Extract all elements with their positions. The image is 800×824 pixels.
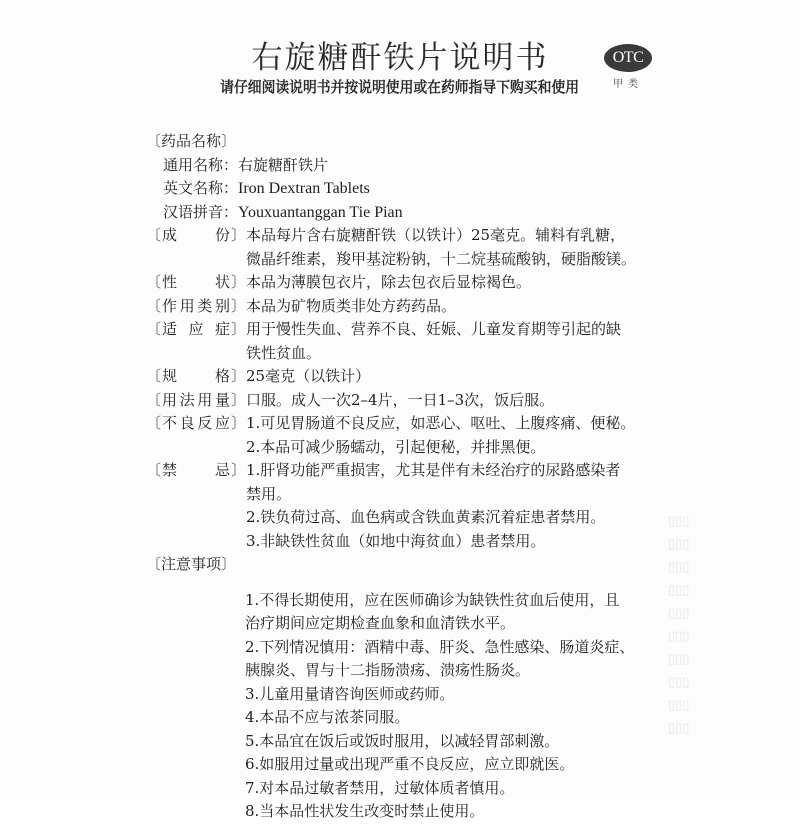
label-char: 类 xyxy=(197,296,213,315)
bleed-through-text: ▯▯▯ ▯▯▯ ▯▯▯ ▯▯▯ ▯▯▯ ▯▯▯ ▯▯▯ ▯▯▯ ▯▯▯ ▯▯▯ xyxy=(668,514,690,736)
section-title: 药品名称 xyxy=(161,132,222,150)
document-title: 右旋糖酐铁片说明书 xyxy=(251,40,549,76)
body-line: 2.铁负荷过高、血色病或含铁血黄素沉着症患者禁用。 xyxy=(246,508,606,526)
label-char: 法 xyxy=(179,390,195,409)
bracket-open: 〔 xyxy=(146,414,162,432)
english-name-value: Iron Dextran Tablets xyxy=(238,180,370,197)
bracket-close: 〕 xyxy=(230,296,246,315)
body-line: 用于慢性失血、营养不良、妊娠、儿童发育期等引起的缺 xyxy=(246,320,622,338)
section-adverse-reactions xyxy=(146,412,666,459)
label-char: 不 xyxy=(162,414,178,432)
pinyin-value: Youxuantanggan Tie Pian xyxy=(238,203,403,221)
body-line: 3.非缺铁性贫血（如地中海贫血）患者禁用。 xyxy=(246,531,546,550)
section-label xyxy=(146,318,246,342)
precaution-line: 1.不得长期使用，应在医师确诊为缺铁性贫血后使用，且 xyxy=(245,590,620,609)
section-label xyxy=(146,295,246,319)
body-line: 25毫克（以铁计） xyxy=(246,367,371,385)
otc-class-label: 甲类 xyxy=(613,79,643,90)
label-char: 用 xyxy=(162,390,178,409)
body-line: 1.可见胃肠道不良反应，如恶心、呕吐、上腹疼痛、便秘。 xyxy=(246,414,636,432)
bracket-open: 〔 xyxy=(146,320,162,338)
bracket-open: 〔 xyxy=(146,226,162,244)
section-label xyxy=(146,459,246,483)
bracket-open: 〔 xyxy=(146,132,162,150)
precaution-line: 治疗期间应定期检查血象和血清铁水平。 xyxy=(245,614,516,632)
section-ingredients xyxy=(146,224,666,271)
label-char: 反 xyxy=(197,414,213,432)
section-label xyxy=(146,224,246,248)
section-precautions-header xyxy=(146,553,666,577)
english-name-row xyxy=(146,177,666,201)
section-description xyxy=(146,271,666,295)
body-line: 2.本品可减少肠蠕动，引起便秘，并排黑便。 xyxy=(246,437,546,456)
section-drug-name-header xyxy=(146,130,666,154)
section-dosage xyxy=(146,389,666,413)
section-body xyxy=(246,224,666,271)
precaution-line: 7.对本品过敏者禁用，过敏体质者慎用。 xyxy=(245,778,515,797)
pinyin-label: 汉语拼音： xyxy=(163,202,239,221)
otc-oval-icon: OTC xyxy=(604,44,652,72)
leaflet-content xyxy=(146,130,666,824)
label-char: 格 xyxy=(214,367,230,385)
section-specification xyxy=(146,365,666,389)
label-char: 症 xyxy=(214,320,230,338)
label-char: 别 xyxy=(214,296,230,315)
body-line: 本品为矿物质类非处方药药品。 xyxy=(246,296,457,315)
bracket-open: 〔 xyxy=(146,555,162,573)
body-line: 铁性贫血。 xyxy=(246,343,322,362)
body-line: 口服。成人一次2–4片，一日1–3次，饭后服。 xyxy=(246,390,555,409)
bracket-close: 〕 xyxy=(230,414,246,432)
bracket-close: 〕 xyxy=(230,226,246,244)
label-char: 性 xyxy=(162,273,178,291)
label-char: 用 xyxy=(179,296,195,315)
bracket-close: 〕 xyxy=(230,390,246,409)
section-label xyxy=(146,389,246,413)
bracket-close: 〕 xyxy=(230,461,246,479)
label-char: 用 xyxy=(197,390,213,409)
precautions-list xyxy=(146,589,666,824)
label-char: 良 xyxy=(179,414,195,432)
bracket-close: 〕 xyxy=(230,367,246,385)
section-body xyxy=(246,318,666,365)
precaution-line: 2.下列情况慎用：酒精中毒、肝炎、急性感染、肠道炎症、 xyxy=(245,637,635,656)
bracket-open: 〔 xyxy=(146,273,162,291)
label-char: 规 xyxy=(162,367,178,385)
bracket-open: 〔 xyxy=(146,296,162,315)
section-label xyxy=(146,271,246,295)
section-body xyxy=(246,389,666,413)
section-title: 注意事项 xyxy=(161,555,222,573)
document-subtitle: 请仔细阅读说明书并按说明使用或在药师指导下购买和使用 xyxy=(220,78,579,96)
section-body xyxy=(246,412,666,459)
section-body xyxy=(246,459,666,553)
generic-name-value: 右旋糖酐铁片 xyxy=(238,155,329,174)
label-char: 禁 xyxy=(162,461,178,479)
bracket-close: 〕 xyxy=(221,555,237,573)
precaution-line: 4.本品不应与浓茶同服。 xyxy=(245,708,410,726)
body-line: 1.肝肾功能严重损害，尤其是伴有未经治疗的尿路感染者 xyxy=(246,461,621,479)
body-line: 微晶纤维素，羧甲基淀粉钠，十二烷基硫酸钠，硬脂酸镁。 xyxy=(246,249,637,268)
precaution-line: 8.当本品性状发生改变时禁止使用。 xyxy=(245,802,485,820)
precaution-line: 3.儿童用量请咨询医师或药师。 xyxy=(245,684,455,703)
label-char: 份 xyxy=(214,226,230,244)
section-label xyxy=(146,365,246,389)
generic-name-label: 通用名称： xyxy=(163,155,239,174)
label-char: 量 xyxy=(214,390,230,409)
bracket-open: 〔 xyxy=(146,367,162,385)
label-char: 适 xyxy=(162,320,178,338)
bracket-close: 〕 xyxy=(230,273,246,291)
section-label xyxy=(146,412,246,436)
precaution-line: 胰腺炎、胃与十二指肠溃疡、溃疡性肠炎。 xyxy=(245,661,531,679)
section-indications xyxy=(146,318,666,365)
english-name-label: 英文名称： xyxy=(163,179,239,197)
bracket-open: 〔 xyxy=(146,461,162,479)
body-line: 本品每片含右旋糖酐铁（以铁计）25毫克。辅料有乳糖， xyxy=(246,226,626,244)
pinyin-row xyxy=(146,201,666,225)
label-char: 应 xyxy=(188,320,204,338)
label-char: 忌 xyxy=(214,461,230,479)
section-body xyxy=(246,295,666,319)
section-body xyxy=(246,365,666,389)
section-body xyxy=(246,271,666,295)
label-char: 成 xyxy=(162,226,178,244)
body-line: 禁用。 xyxy=(246,484,292,503)
section-category xyxy=(146,295,666,319)
label-char: 状 xyxy=(214,273,230,291)
bracket-close: 〕 xyxy=(230,320,246,338)
body-line: 本品为薄膜包衣片，除去包衣后显棕褐色。 xyxy=(246,273,532,291)
bracket-open: 〔 xyxy=(146,390,162,409)
label-char: 作 xyxy=(162,296,178,315)
label-char: 应 xyxy=(214,414,230,432)
otc-badge xyxy=(604,44,654,94)
section-contraindications xyxy=(146,459,666,553)
generic-name-row xyxy=(146,154,666,178)
bracket-close: 〕 xyxy=(221,132,237,150)
precaution-line: 6.如服用过量或出现严重不良反应，应立即就医。 xyxy=(245,755,575,773)
precaution-line: 5.本品宜在饭后或饭时服用，以减轻胃部刺激。 xyxy=(245,731,560,750)
